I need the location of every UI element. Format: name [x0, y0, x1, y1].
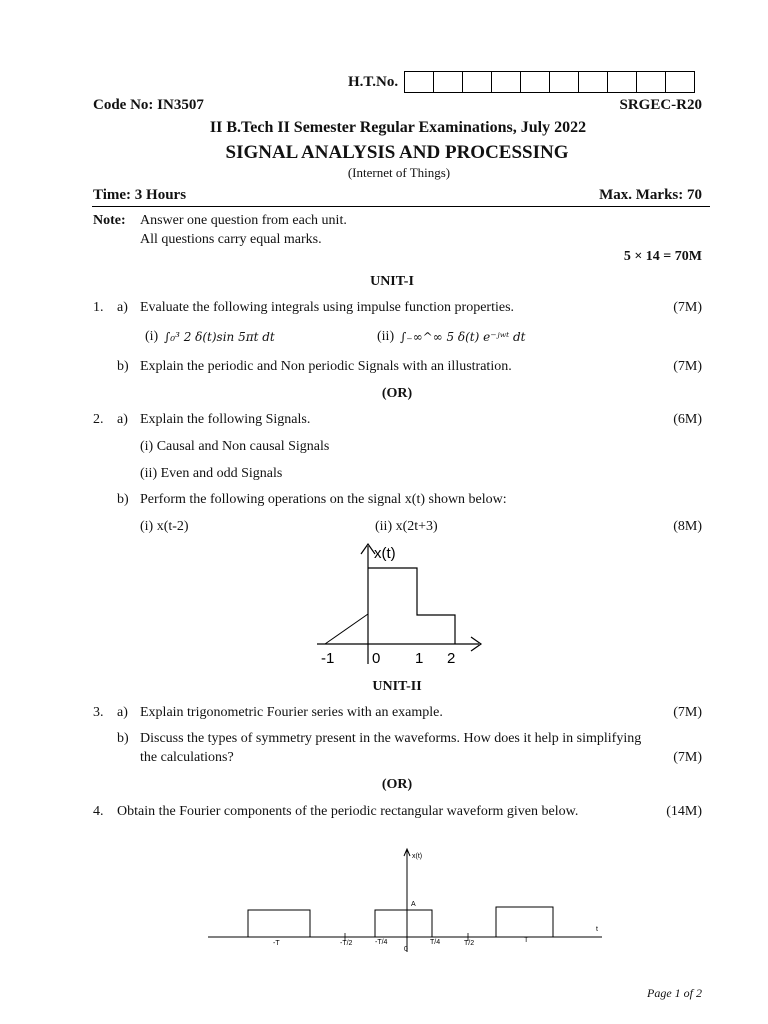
q2b-ii: (ii) x(2t+3) [375, 519, 438, 534]
fig2-tick-t4: T/4 [430, 939, 441, 946]
unit-2-title: UNIT-II [372, 679, 422, 694]
q2b-label: b) [117, 492, 129, 507]
q4-marks: (14M) [666, 804, 702, 819]
fig2-tick-t: T [524, 937, 529, 944]
htno-boxes [404, 71, 695, 93]
fig2-amplitude-label: A [411, 901, 416, 908]
q3b-label: b) [117, 731, 129, 746]
signal-xt-figure [315, 540, 505, 670]
or-separator-2: (OR) [381, 777, 413, 792]
q1a-i-integral: ∫₀³ 2 δ(t)sin 5πt dt [164, 330, 275, 344]
htno-cell[interactable] [579, 72, 608, 92]
exam-time: Time: 3 Hours [93, 187, 187, 203]
fig2-pulse-left [248, 910, 310, 937]
fig2-tick-zero: 0 [404, 946, 408, 953]
q2b-text: Perform the following operations on the signal x(t) shown below: [140, 492, 507, 507]
htno-cell[interactable] [608, 72, 637, 92]
or-separator-1: (OR) [381, 386, 413, 401]
q2a-ii: (ii) Even and odd Signals [140, 466, 283, 481]
fig1-tick-2: 2 [447, 650, 456, 667]
q1a-i-label: (i) [145, 329, 159, 344]
exam-title: II B.Tech II Semester Regular Examinations, July 2022 [209, 119, 587, 136]
q4-text: Obtain the Fourier components of the periodic rectangular waveform given below. [117, 804, 579, 819]
htno-cell[interactable] [637, 72, 666, 92]
q1-number: 1. [93, 300, 104, 315]
htno-label: H.T.No. [348, 73, 399, 90]
q1a-ii-label: (ii) [377, 329, 395, 344]
htno-cell[interactable] [405, 72, 434, 92]
htno-cell[interactable] [463, 72, 492, 92]
q2b-i: (i) x(t-2) [140, 519, 189, 534]
q2b-marks: (8M) [673, 519, 702, 534]
note-label: Note: [93, 213, 126, 228]
branch-name: (Internet of Things) [347, 165, 451, 180]
fig2-tick-minus-t2: -T/2 [340, 940, 353, 947]
q1a-ii-integral: ∫₋∞^∞ 5 δ(t) e⁻ʲʷᵗ dt [400, 330, 526, 344]
fig1-tick-0: 0 [372, 650, 381, 667]
q2a-marks: (6M) [673, 412, 702, 427]
fig2-tick-minus-t: -T [273, 940, 280, 947]
q2a-label: a) [117, 412, 128, 427]
q1b-marks: (7M) [673, 359, 702, 374]
subject-title: SIGNAL ANALYSIS AND PROCESSING [225, 142, 569, 163]
htno-cell[interactable] [666, 72, 694, 92]
note-line-2: All questions carry equal marks. [140, 232, 322, 247]
max-marks: Max. Marks: 70 [599, 187, 702, 203]
q2a-i: (i) Causal and Non causal Signals [140, 439, 330, 454]
htno-cell[interactable] [550, 72, 579, 92]
htno-cell[interactable] [521, 72, 550, 92]
unit-1-title: UNIT-I [370, 274, 414, 289]
q3a-text: Explain trigonometric Fourier series with an example. [140, 705, 443, 720]
q3b-text-line-1: Discuss the types of symmetry present in the waveforms. How does it help in simplifying [140, 731, 642, 746]
fig2-xlabel: t [596, 926, 598, 933]
htno-cell[interactable] [434, 72, 463, 92]
q2-number: 2. [93, 412, 104, 427]
q3-number: 3. [93, 705, 104, 720]
fig1-staircase-segment [368, 568, 455, 644]
q1b-text: Explain the periodic and Non periodic Signals with an illustration. [140, 359, 512, 374]
page-number: Page 1 of 2 [647, 986, 702, 1000]
fig2-pulse-right [496, 907, 553, 937]
q3a-label: a) [117, 705, 128, 720]
fig2-pulse-center [375, 910, 432, 937]
marks-scheme: 5 × 14 = 70M [623, 249, 702, 264]
fig1-ramp-segment [325, 614, 368, 644]
fig1-tick-1: 1 [415, 650, 424, 667]
q3a-marks: (7M) [673, 705, 702, 720]
q1a-marks: (7M) [673, 300, 702, 315]
hall-ticket-number [348, 70, 695, 94]
note-line-1: Answer one question from each unit. [140, 213, 347, 228]
q2a-text: Explain the following Signals. [140, 412, 311, 427]
fig2-tick-t2: T/2 [464, 940, 475, 947]
fig1-tick-minus1: -1 [321, 650, 335, 667]
q3b-marks: (7M) [673, 750, 702, 765]
q1b-label: b) [117, 359, 129, 374]
q4-number: 4. [93, 804, 104, 819]
rectangular-waveform-figure [200, 840, 610, 960]
q1a-label: a) [117, 300, 128, 315]
fig2-tick-minus-t4: -T/4 [375, 939, 388, 946]
htno-cell[interactable] [492, 72, 521, 92]
regulation-code: SRGEC-R20 [619, 97, 702, 113]
fig2-ylabel: x(t) [412, 853, 423, 860]
q1a-text: Evaluate the following integrals using impulse function properties. [140, 300, 515, 315]
q3b-text-line-2: the calculations? [140, 750, 234, 765]
code-number: Code No: IN3507 [93, 97, 204, 113]
fig1-ylabel: x(t) [374, 545, 396, 562]
header-divider [92, 206, 710, 207]
